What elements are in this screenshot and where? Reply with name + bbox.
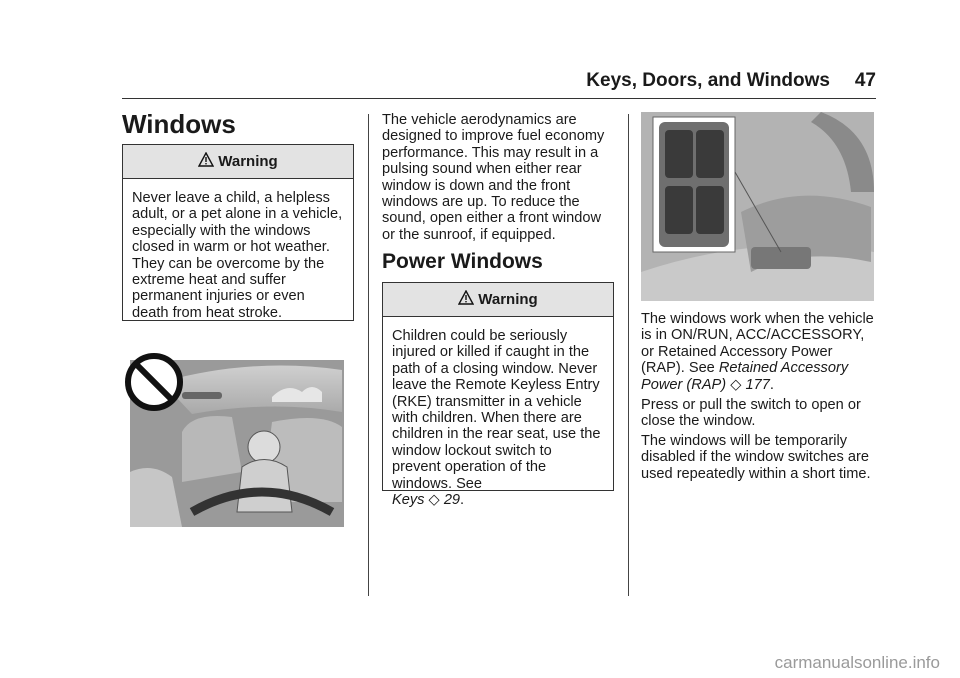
warning-triangle-icon bbox=[198, 152, 214, 171]
warning-header bbox=[123, 145, 353, 179]
warning-triangle-icon bbox=[458, 290, 474, 309]
press-pull-paragraph: Press or pull the switch to open or close the window. bbox=[641, 397, 861, 430]
section-heading-power-windows: Power Windows bbox=[382, 250, 543, 273]
watermark: carmanualsonline.info bbox=[774, 653, 940, 672]
warning-box bbox=[382, 282, 614, 509]
child-in-car-illustration bbox=[122, 352, 344, 527]
warning-header bbox=[383, 283, 613, 317]
period: . bbox=[769, 376, 774, 393]
running-header-title: Keys, Doors, and Windows bbox=[586, 70, 830, 91]
warning-text bbox=[383, 317, 613, 518]
window-switch-illustration bbox=[641, 112, 874, 301]
cross-reference-link[interactable]: Retained Accessory Power (RAP) bbox=[641, 360, 849, 393]
warning-text: Never leave a child, a helpless adult, or a pet alone in a vehicle, especially with the windows closed in warm or hot weather. They can be overcome by the extreme heat and suffer permanent injuries or even death from heat stroke. bbox=[132, 190, 343, 321]
column-divider bbox=[368, 114, 369, 596]
header-rule bbox=[122, 98, 876, 99]
warning-title: Warning bbox=[218, 153, 278, 170]
column-divider bbox=[628, 114, 629, 596]
page-ref-arrow-icon: ◇ bbox=[428, 492, 440, 509]
aerodynamics-paragraph: The vehicle aerodynamics are designed to improve fuel economy performance. This may result in a pulsing sound when either rear window is down and the front windows are up. To reduce the sound, open either a front window or the sunroof, if equipped. bbox=[382, 112, 605, 243]
disabled-paragraph: The windows will be temporarily disabled if the window switches are used repeatedly within a short time. bbox=[641, 433, 871, 482]
windows-work-paragraph bbox=[641, 311, 876, 393]
page-ref-arrow-icon: ◇ bbox=[730, 376, 742, 393]
warning-title: Warning bbox=[478, 291, 538, 308]
cross-reference-page[interactable]: 29 bbox=[443, 492, 461, 509]
warning-text-body: Children could be seriously injured or killed if caught in the path of a closing window. Never leave the Remote Keyless Entry (RKE) transmitter in a vehicle with children. When there are children in the rear seat, use the window lockout switch to prevent operation of the windows. See bbox=[392, 328, 601, 492]
cross-reference-link[interactable]: Keys bbox=[392, 492, 425, 509]
warning-box bbox=[122, 144, 354, 321]
section-heading-windows: Windows bbox=[122, 109, 236, 139]
windows-work-text: The windows work when the vehicle is in ON/RUN, ACC/ACCESSORY, or Retained Accessory Power (RAP). See bbox=[641, 311, 874, 377]
cross-reference-page[interactable]: 177 bbox=[745, 376, 770, 393]
page-number: 47 bbox=[854, 70, 876, 91]
period: . bbox=[460, 492, 465, 509]
